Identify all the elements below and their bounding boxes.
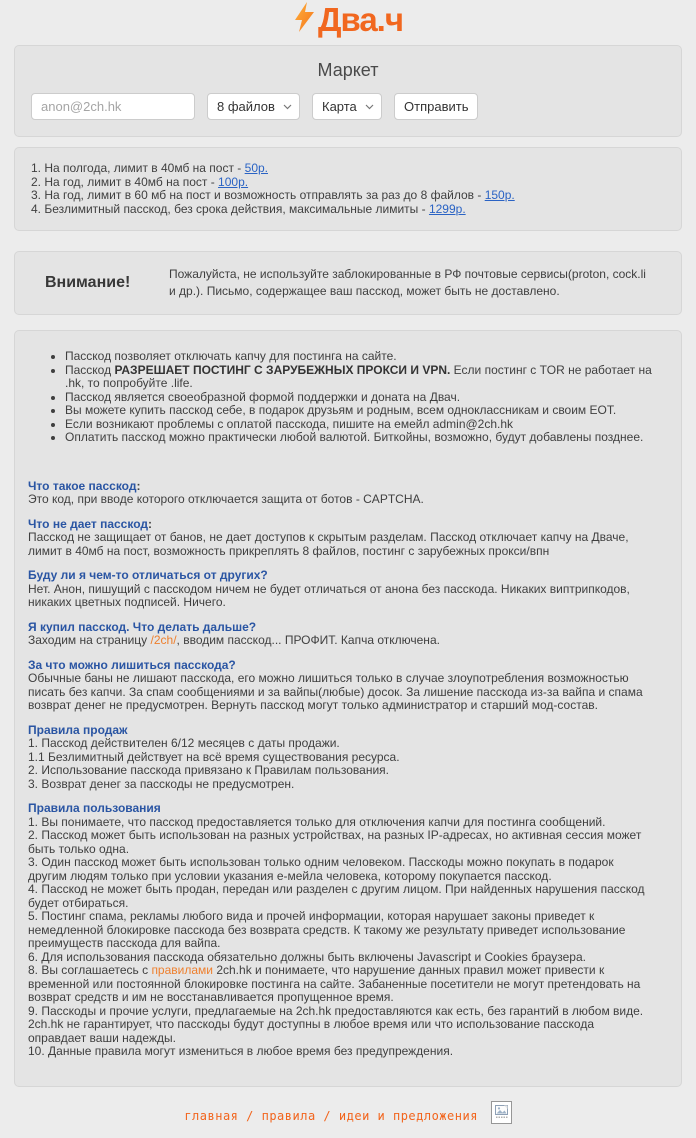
price-link-100[interactable]: 100р. — [218, 174, 249, 189]
rule-line: 1.1 Безлимитный действует на всё время существования ресурса. — [28, 749, 400, 764]
rule-line: 2. Пасскод может быть использован на разных устройствах, на разных IP-адресах, но активная сессия может быть только одна. — [28, 828, 642, 856]
rule-line: 9. Пасскоды и прочие услуги, предлагаемые на 2ch.hk предоставляются как есть, без гарантий в любом виде. 2ch.hk не гарантирует, что пасскоды будут доступны в любое время или что использование пасскода оправдает ваши надежды. — [28, 1003, 644, 1045]
files-select-wrap — [207, 93, 300, 120]
section-heading: За что можно лишиться пасскода? — [28, 657, 236, 672]
price-list-panel — [14, 147, 682, 231]
body-text: Заходим на страницу — [28, 633, 151, 647]
price-item — [31, 162, 665, 176]
section-heading: Что не дает пасскод — [28, 516, 148, 531]
price-item-text: 3. На год, лимит в 60 мб на пост и возможность отправлять за раз до 8 файлов - — [31, 188, 485, 202]
price-item-text: 4. Безлимитный пасскод, без срока действия, максимальные лимиты - — [31, 201, 429, 216]
payment-select[interactable] — [312, 93, 382, 120]
list-item — [65, 418, 655, 432]
price-link-1299[interactable]: 1299р. — [428, 201, 466, 216]
bullet-text: Пасскод позволяет отключать капчу для постинга на сайте. — [65, 349, 397, 363]
purchase-form — [31, 93, 665, 120]
warning-label: Внимание! — [45, 274, 131, 291]
section-heading-colon: : — [136, 478, 141, 493]
section-body: Пасскод не защищает от банов, не дает доступов к скрытым разделам. Пасскод отключает капчу на Дваче, лимит в 40мб на пост, возможность прикреплять 8 файлов, постинг с зарубежных прокси/впн — [28, 530, 629, 558]
logo-text: Два.ч — [317, 0, 404, 38]
price-link-50[interactable]: 50р. — [244, 161, 268, 175]
section-usage-rules — [28, 802, 655, 1059]
footer-nav — [0, 1109, 696, 1124]
rule-line: 6. Для использования пасскода обязательно должны быть включены Javascript и Cookies браузера. — [28, 949, 586, 964]
footer-link-home[interactable]: главная — [184, 1108, 239, 1123]
section-how-to-lose — [28, 659, 655, 713]
footer-separator: / — [246, 1108, 254, 1123]
bullet-text: Если постинг с TOR не работает на .hk, то попробуйте .life. — [65, 362, 652, 390]
bullet-text: Вы можете купить пасскод себе, в подарок друзьям и родным, всем одноклассникам и своим ЕОТ. — [65, 403, 617, 417]
section-heading: Буду ли я чем-то отличаться от других? — [28, 568, 268, 582]
price-link-150[interactable]: 150р. — [484, 188, 515, 202]
section-body — [28, 634, 655, 648]
rule-line: 3. Один пасскод может быть использован только одним человеком. Пасскоды можно покупать в подарок другим людям только при условии указания e-мейла человека, которому покупается пасскод. — [28, 855, 614, 883]
footer-separator: / — [323, 1108, 332, 1123]
section-what-not-gives — [28, 518, 655, 559]
files-select[interactable] — [207, 93, 300, 120]
rule-line: 3. Возврат денег за пасскоды не предусмотрен. — [28, 776, 295, 791]
list-item — [65, 404, 655, 418]
rule-line: 4. Пасскод не может быть продан, передан или разделен с другим лицом. При найденных нарушения пасскод будет отбираться. — [28, 882, 645, 910]
board-2ch-link[interactable]: /2ch/ — [150, 633, 177, 647]
email-input[interactable] — [31, 93, 195, 120]
page-title: Маркет — [317, 60, 379, 80]
bullet-text: Пасскод — [65, 362, 115, 377]
rules-link[interactable]: правилами — [151, 963, 213, 977]
info-bullet-list — [28, 350, 655, 445]
section-heading: Правила пользования — [28, 801, 161, 815]
section-heading: Правила продаж — [28, 722, 128, 737]
price-item-text: 1. На полгода, лимит в 40мб на пост - — [31, 161, 245, 175]
warning-panel — [14, 251, 682, 315]
list-item — [65, 364, 655, 391]
site-header — [0, 0, 696, 36]
submit-button[interactable]: Отправить — [394, 93, 478, 120]
rule-line: 1. Пасскод действителен 6/12 месяцев с даты продажи. — [28, 736, 340, 750]
market-panel — [14, 45, 682, 137]
info-panel — [14, 330, 682, 1087]
body-text: , вводим пасскод... ПРОФИТ. Капча отключена. — [176, 633, 440, 647]
section-will-i-differ — [28, 569, 655, 610]
section-sales-rules — [28, 724, 655, 792]
section-body: Нет. Анон, пишущий с пасскодом ничем не будет отличаться от анона без пасскода. Никаких виптрипкодов, никаких цветных подписей. Ничего. — [28, 581, 630, 609]
footer-link-ideas[interactable]: идеи и предложения — [338, 1108, 478, 1123]
price-item-text: 2. На год, лимит в 40мб на пост - — [31, 174, 219, 189]
body-text: 8. Вы соглашаетесь с — [28, 963, 152, 977]
rule-line: 5. Постинг спама, рекламы любого вида и прочей информации, которая нарушает законы приведет к немедленной блокировке пасскода без возврата средств. К такому же результату приведет использование преимуществ пасскода для вайпа. — [28, 909, 626, 950]
warning-text: Пожалуйста, не используйте заблокированные в РФ почтовые сервисы(proton, cock.li и др.). Письмо, содержащее ваш пасскод, может быть не доставлено. — [169, 267, 646, 298]
section-body: Обычные баны не лишают пасскода, его можно лишиться только в случае злоупотребления возможностью писать без капчи. За спам сообщениями и за вайпы(любые) досок. За лишение пасскода из-за вайпа и спама возврат денег не предусмотрен. Вернуть пасскод могут только администратор и старший мод-состав. — [28, 671, 643, 712]
list-item — [65, 350, 655, 364]
section-heading: Я купил пасскод. Что делать дальше? — [28, 619, 257, 634]
price-item — [31, 176, 665, 190]
section-bought-what-next — [28, 621, 655, 648]
rule-line — [28, 964, 655, 1005]
bullet-text: Пасскод является своеобразной формой поддержки и доната на Двач. — [65, 389, 461, 404]
section-heading: Что такое пасскод — [28, 478, 137, 493]
site-logo[interactable] — [293, 1, 403, 38]
price-item — [31, 189, 665, 203]
bullet-text: Если возникают проблемы с оплатой пасскода, пишите на емейл admin@2ch.hk — [65, 416, 514, 431]
payment-select-wrap — [312, 93, 382, 120]
section-what-is-passcode — [28, 480, 655, 507]
rule-line: 10. Данные правила могут измениться в любое время без предупреждения. — [28, 1044, 454, 1058]
lightning-icon — [293, 1, 317, 38]
section-heading-colon: : — [148, 516, 152, 531]
price-item — [31, 203, 665, 217]
list-item — [65, 391, 655, 405]
rule-line: 2. Использование пасскода привязано к Правилам пользования. — [28, 763, 389, 777]
bullet-bold-text: РАЗРЕШАЕТ ПОСТИНГ С ЗАРУБЕЖНЫХ ПРОКСИ И VPN. — [114, 362, 451, 377]
footer-link-rules[interactable]: правила — [261, 1108, 316, 1123]
rule-line: 1. Вы понимаете, что пасскод предоставляется только для отключения капчи для постинга сообщений. — [28, 814, 606, 829]
list-item — [65, 431, 655, 445]
broken-image-icon[interactable] — [491, 1101, 512, 1124]
bullet-text: Оплатить пасскод можно практически любой валютой. Биткойны, возможно, будут добавлены позднее. — [65, 430, 644, 444]
section-body: Это код, при вводе которого отключается защита от ботов - CAPTCHA. — [28, 492, 424, 506]
body-text: 2ch.hk и понимаете, что нарушение данных правил может привести к временной или постоянной блокировке постинга на сайте. Забаненные посетители не могут претендовать на возврат средств и им не восстанавливается пропущенное время. — [28, 963, 641, 1004]
